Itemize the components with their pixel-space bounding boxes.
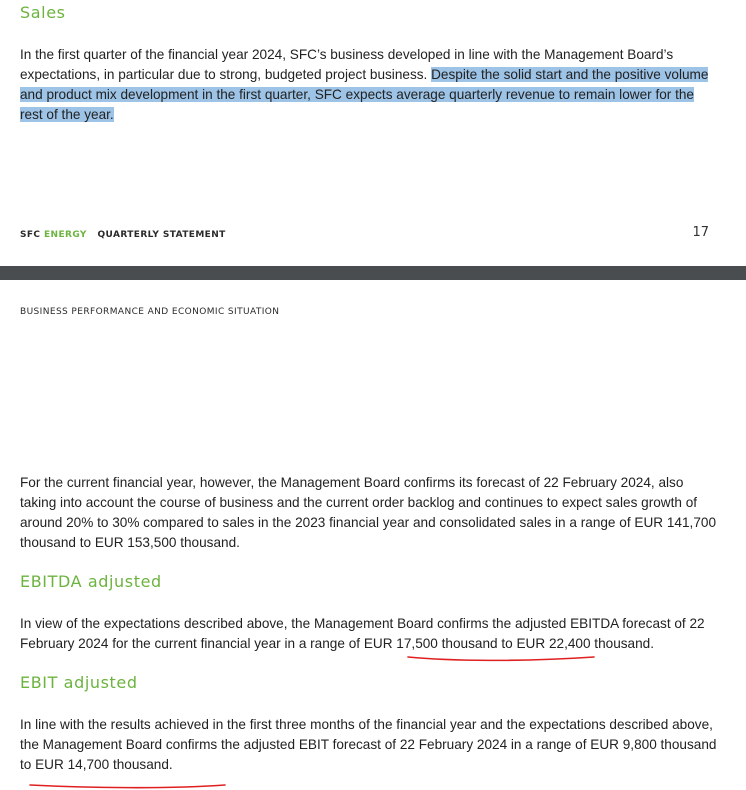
bottom-page [0,280,746,790]
sales-paragraph-text: In the first quarter of the financial year 2024, SFC’s business developed in line with the Management Board’s expectations, in particular due to strong, budgeted project business. [20,47,674,82]
sales-paragraph [20,45,720,125]
page-footer [20,230,226,240]
page-number: 17 [692,225,709,240]
page-header-section: BUSINESS PERFORMANCE AND ECONOMIC SITUATION [20,307,280,317]
ebit-paragraph: In line with the results achieved in the first three months of the financial year and the expectations described above, the Management Board confirms the adjusted EBIT forecast of 22 February 2024 in a range of EUR 9,800 thousand to EUR 14,700 thousand. [20,717,717,772]
ebitda-heading: EBITDA adjusted [20,572,162,591]
sales-heading: Sales [20,3,66,22]
footer-brand-sfc: SFC [20,230,41,240]
top-page [0,0,746,266]
footer-brand-energy: ENERGY [43,230,87,240]
footer-section-title: QUARTERLY STATEMENT [97,230,226,240]
ebitda-paragraph: In view of the expectations described above, the Management Board confirms the adjusted EBITDA forecast of 22 February 2024 for the current financial year in a range of EUR 17,500 thousand to EUR 22,400 thousand. [20,616,705,651]
highlighted-text[interactable]: Despite the solid start and the positive volume and product mix development in the first quarter, SFC expects average quarterly revenue to remain lower for the rest of the year. [20,67,709,122]
page-separator [0,266,746,280]
forecast-paragraph: For the current financial year, however, the Management Board confirms its forecast of 22 February 2024, also taking into account the course of business and the current order backlog and continues to expect sales growth of around 20% to 30% compared to sales in the 2023 financial year and consolidated sales in a range of EUR 141,700 thousand to EUR 153,500 thousand. [20,475,717,550]
ebit-heading: EBIT adjusted [20,673,138,692]
